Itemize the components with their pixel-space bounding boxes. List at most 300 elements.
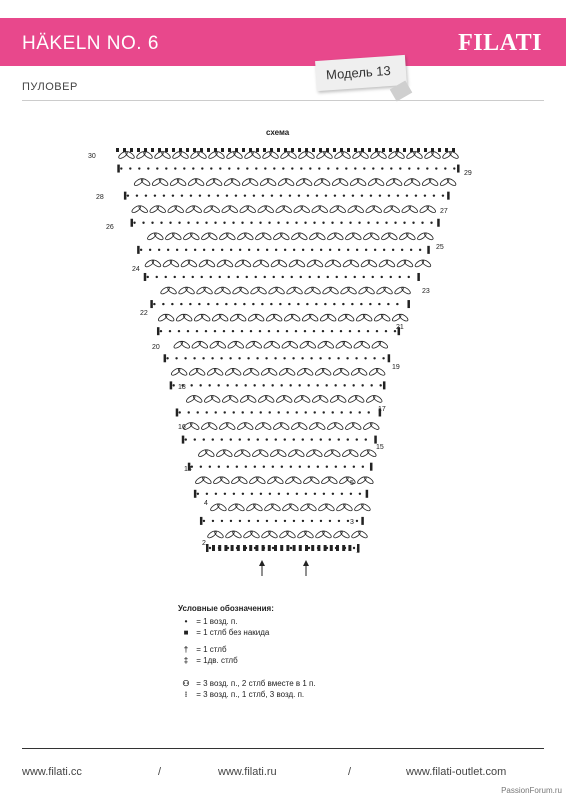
single-crochet	[333, 148, 336, 152]
edge-post	[374, 436, 377, 444]
cluster-stitch	[358, 530, 369, 539]
row-number-left: 28	[96, 194, 104, 201]
legend-item	[178, 689, 316, 700]
chain-stitch	[337, 357, 339, 359]
chain-stitch	[319, 357, 321, 359]
cluster-stitch	[290, 313, 301, 322]
chain-stitch	[372, 167, 374, 169]
cluster-stitch	[292, 476, 303, 485]
row-number-right: 1	[356, 548, 360, 555]
cluster-stitch	[372, 394, 383, 403]
chain-stitch	[263, 465, 265, 467]
footer-separator: /	[158, 766, 162, 778]
edge-post	[137, 246, 140, 254]
row-number-right: 19	[392, 364, 400, 371]
cluster-stitch	[189, 421, 200, 430]
legend-item	[178, 655, 316, 666]
chain-stitch	[242, 411, 244, 413]
chain-stitch	[189, 303, 191, 305]
single-crochet	[452, 148, 455, 152]
chain-stitch	[138, 167, 140, 169]
chain-stitch	[197, 411, 199, 413]
chain-stitch	[234, 303, 236, 305]
chain-stitch	[230, 249, 232, 251]
cluster-stitch	[243, 421, 254, 430]
legend	[178, 604, 316, 700]
cluster-stitch	[343, 503, 354, 512]
row-number-left: 2	[202, 540, 206, 547]
chain-stitch	[244, 194, 246, 196]
chain-stitch	[255, 276, 257, 278]
chain-stitch	[133, 222, 135, 224]
cluster-stitch	[286, 530, 297, 539]
chain-stitch	[203, 249, 205, 251]
legend-text: = 1 стлб без накида	[196, 628, 270, 637]
cluster-stitch	[238, 476, 249, 485]
chain-stitch	[153, 303, 155, 305]
cluster-stitch	[293, 286, 304, 295]
chain-stitch	[136, 194, 138, 196]
cluster-stitch	[284, 177, 295, 186]
cluster-stitch	[333, 421, 344, 430]
chain-stitch	[211, 357, 213, 359]
chain-stitch	[365, 249, 367, 251]
chart-caption: схема	[266, 128, 290, 137]
cluster-stitch	[285, 367, 296, 376]
chain-stitch	[347, 438, 349, 440]
cluster-stitch	[167, 286, 178, 295]
cluster-stitch	[336, 205, 347, 214]
chain-stitch	[163, 194, 165, 196]
cluster-stitch	[324, 340, 335, 349]
cluster-stitch	[385, 259, 396, 268]
chain-stitch	[288, 303, 290, 305]
chain-stitch	[277, 330, 279, 332]
chain-stitch	[250, 330, 252, 332]
chain-stitch	[360, 303, 362, 305]
chain-stitch	[314, 411, 316, 413]
chain-stitch	[291, 167, 293, 169]
chain-stitch	[343, 194, 345, 196]
cluster-stitch	[177, 367, 188, 376]
cluster-stitch	[426, 205, 437, 214]
edge-post	[383, 381, 386, 389]
cluster-stitch	[200, 313, 211, 322]
chain-stitch	[283, 357, 285, 359]
chain-stitch	[358, 330, 360, 332]
cluster-stitch	[236, 313, 247, 322]
edge-post	[361, 517, 364, 525]
single-crochet	[389, 148, 392, 152]
edge-post	[176, 408, 179, 416]
single-crochet	[293, 545, 296, 551]
chain-stitch	[293, 438, 295, 440]
cluster-stitch	[297, 421, 308, 430]
chain-stitch	[320, 438, 322, 440]
legend-title: Условные обозначения:	[178, 604, 274, 613]
cluster-stitch	[156, 205, 167, 214]
cluster-stitch	[264, 205, 275, 214]
cluster-stitch	[230, 177, 241, 186]
single-crochet	[361, 148, 364, 152]
chain-stitch	[210, 276, 212, 278]
chain-stitch	[365, 438, 367, 440]
chain-stitch	[230, 438, 232, 440]
chain-stitch	[286, 330, 288, 332]
chain-stitch	[403, 222, 405, 224]
chain-stitch	[248, 520, 250, 522]
cluster-stitch	[153, 232, 164, 241]
edge-post	[370, 463, 373, 471]
cluster-stitch	[369, 232, 380, 241]
chain-stitch	[410, 249, 412, 251]
chain-stitch	[327, 276, 329, 278]
chain-stitch	[412, 222, 414, 224]
chain-stitch-icon: •	[184, 617, 188, 626]
cluster-stitch	[354, 205, 365, 214]
cluster-stitch	[344, 313, 355, 322]
chain-stitch	[185, 438, 187, 440]
chain-stitch	[344, 465, 346, 467]
chain-stitch	[196, 330, 198, 332]
single-crochet	[368, 148, 371, 152]
chain-stitch	[203, 438, 205, 440]
single-crochet	[396, 148, 399, 152]
single-crochet	[342, 545, 345, 551]
row-number-left: 18	[178, 384, 186, 391]
footer-separator: /	[348, 766, 352, 778]
legend-text: = 1 стлб	[196, 645, 227, 654]
single-crochet	[319, 148, 322, 152]
chain-stitch	[227, 465, 229, 467]
chain-stitch	[221, 249, 223, 251]
cluster-stitch	[235, 503, 246, 512]
chain-stitch	[291, 276, 293, 278]
chain-stitch	[183, 167, 185, 169]
chain-stitch	[320, 249, 322, 251]
chain-stitch	[297, 303, 299, 305]
row-number-right: 15	[376, 444, 384, 451]
single-crochet	[270, 148, 273, 152]
cluster-stitch	[225, 421, 236, 430]
chain-stitch	[241, 330, 243, 332]
chain-stitch	[223, 222, 225, 224]
chain-stitch	[307, 194, 309, 196]
chain-stitch	[290, 547, 292, 549]
cluster-stitch	[220, 476, 231, 485]
chain-stitch	[354, 276, 356, 278]
chain-stitch	[205, 222, 207, 224]
cluster-stitch	[342, 340, 353, 349]
chain-stitch	[120, 167, 122, 169]
chain-stitch	[241, 222, 243, 224]
chain-stitch	[209, 465, 211, 467]
direction-arrow-head	[259, 560, 265, 566]
chain-stitch	[354, 167, 356, 169]
row-number-left: 20	[152, 344, 160, 351]
chain-stitch	[178, 222, 180, 224]
chain-stitch	[314, 493, 316, 495]
chain-stitch	[179, 411, 181, 413]
chain-stitch	[255, 167, 257, 169]
chain-stitch	[361, 194, 363, 196]
cluster-stitch	[405, 232, 416, 241]
cluster-stitch	[347, 286, 358, 295]
chain-stitch	[256, 357, 258, 359]
single-crochet	[123, 148, 126, 152]
cluster-stitch	[257, 286, 268, 295]
chain-stitch	[235, 384, 237, 386]
chain-stitch	[235, 194, 237, 196]
chain-stitch	[187, 330, 189, 332]
single-crochet	[298, 148, 301, 152]
chain-stitch	[311, 438, 313, 440]
chain-stitch	[326, 465, 328, 467]
single-crochet-icon: ■	[183, 628, 189, 637]
chain-stitch	[295, 330, 297, 332]
cluster-stitch	[276, 448, 287, 457]
chain-stitch	[397, 194, 399, 196]
cluster-stitch	[205, 259, 216, 268]
cluster-stitch	[169, 259, 180, 268]
chain-stitch	[275, 438, 277, 440]
single-crochet	[324, 545, 327, 551]
single-crochet	[249, 545, 252, 551]
single-crochet	[312, 148, 315, 152]
cluster-stitch	[303, 367, 314, 376]
cluster-stitch	[189, 232, 200, 241]
cluster-stitch	[348, 448, 359, 457]
cluster-stitch	[259, 259, 270, 268]
cluster-stitch	[240, 448, 251, 457]
chain-stitch	[145, 194, 147, 196]
cluster-stitch	[367, 259, 378, 268]
row-number-left: 30	[88, 153, 96, 160]
row-number-right: 3	[350, 519, 354, 526]
chain-stitch	[176, 249, 178, 251]
cluster-stitch	[321, 367, 332, 376]
chain-stitch	[329, 520, 331, 522]
chain-stitch	[147, 167, 149, 169]
chain-stitch	[246, 167, 248, 169]
chain-stitch	[336, 276, 338, 278]
cluster-stitch	[241, 259, 252, 268]
chain-stitch	[184, 357, 186, 359]
cluster-stitch	[380, 313, 391, 322]
chain-stitch	[367, 330, 369, 332]
chain-stitch	[333, 303, 335, 305]
cluster-stitch	[375, 367, 386, 376]
single-crochet	[326, 148, 329, 152]
chain-stitch	[311, 520, 313, 522]
chain-stitch	[313, 222, 315, 224]
chain-stitch	[219, 167, 221, 169]
cluster-stitch	[320, 177, 331, 186]
chain-stitch	[212, 520, 214, 522]
chain-stitch	[158, 249, 160, 251]
single-crochet	[221, 148, 224, 152]
edge-post	[182, 436, 185, 444]
edge-post	[117, 165, 120, 173]
row-number-right: 17	[378, 406, 386, 413]
cluster-stitch	[253, 503, 264, 512]
single-crochet	[424, 148, 427, 152]
edge-post	[144, 273, 147, 281]
chain-stitch	[287, 493, 289, 495]
single-crochet	[151, 148, 154, 152]
chain-stitch	[322, 222, 324, 224]
chain-stitch	[293, 520, 295, 522]
single-crochet	[207, 148, 210, 152]
chain-stitch	[165, 167, 167, 169]
chain-stitch	[238, 357, 240, 359]
chain-stitch	[273, 276, 275, 278]
legend-item	[178, 627, 316, 638]
cluster-stitch	[194, 177, 205, 186]
chain-stitch	[359, 493, 361, 495]
chain-stitch	[188, 411, 190, 413]
single-crochet	[231, 545, 234, 551]
chain-stitch	[253, 384, 255, 386]
chain-stitch	[347, 249, 349, 251]
watermark: PassionForum.ru	[501, 786, 562, 795]
chain-stitch	[338, 520, 340, 522]
single-crochet	[186, 148, 189, 152]
chain-stitch	[379, 194, 381, 196]
cluster-stitch	[304, 530, 315, 539]
single-crochet	[311, 545, 314, 551]
chain-stitch	[305, 411, 307, 413]
cluster-stitch	[326, 313, 337, 322]
chain-stitch	[250, 222, 252, 224]
cluster-stitch	[231, 367, 242, 376]
single-crochet	[317, 545, 320, 551]
chain-stitch	[215, 411, 217, 413]
chain-stitch	[379, 384, 381, 386]
single-crochet	[116, 148, 119, 152]
single-crochet	[255, 545, 258, 551]
chain-stitch	[399, 167, 401, 169]
footer-link-cc[interactable]: www.filati.cc	[22, 766, 82, 778]
row-number-left: 4	[204, 500, 208, 507]
single-crochet	[277, 148, 280, 152]
cluster-stitch	[306, 340, 317, 349]
cluster-stitch	[239, 286, 250, 295]
section-title: ПУЛОВЕР	[22, 81, 78, 93]
edge-post	[194, 490, 197, 498]
single-crochet	[228, 148, 231, 152]
single-crochet	[137, 148, 140, 152]
cluster-stitch	[195, 367, 206, 376]
chain-stitch	[237, 167, 239, 169]
chain-stitch	[236, 465, 238, 467]
chain-stitch	[172, 194, 174, 196]
chain-stitch	[361, 384, 363, 386]
chain-stitch	[166, 357, 168, 359]
cluster-stitch	[289, 503, 300, 512]
chain-stitch	[225, 303, 227, 305]
chain-stitch	[345, 167, 347, 169]
chain-stitch	[221, 438, 223, 440]
footer-link-outlet[interactable]: www.filati-outlet.com	[406, 766, 507, 778]
edge-post	[124, 192, 127, 200]
cluster-stitch	[261, 232, 272, 241]
chain-stitch	[266, 249, 268, 251]
double-crochet-icon: †	[183, 645, 189, 654]
chain-stitch	[350, 493, 352, 495]
chain-stitch	[325, 384, 327, 386]
cluster-stitch	[331, 259, 342, 268]
cluster-stitch	[246, 394, 257, 403]
edge-post	[417, 273, 420, 281]
chain-stitch	[248, 438, 250, 440]
chain-stitch	[370, 384, 372, 386]
cluster-stitch	[295, 259, 306, 268]
chain-stitch	[364, 357, 366, 359]
cluster-stitch	[212, 177, 223, 186]
chain-stitch	[257, 520, 259, 522]
chain-stitch	[215, 493, 217, 495]
chain-stitch	[167, 249, 169, 251]
cluster-stitch	[340, 530, 351, 539]
chain-stitch	[219, 276, 221, 278]
chain-stitch	[304, 222, 306, 224]
single-crochet	[382, 148, 385, 152]
chain-stitch	[392, 249, 394, 251]
chain-stitch	[221, 520, 223, 522]
cluster-stitch	[210, 205, 221, 214]
single-crochet	[347, 148, 350, 152]
chain-stitch	[281, 465, 283, 467]
chain-stitch	[310, 357, 312, 359]
cluster-stitch	[198, 340, 209, 349]
chain-stitch	[362, 465, 364, 467]
chain-stitch	[316, 384, 318, 386]
edge-post	[407, 300, 410, 308]
single-crochet	[165, 148, 168, 152]
cluster-stitch	[228, 394, 239, 403]
chain-stitch	[336, 167, 338, 169]
chain-stitch	[277, 222, 279, 224]
chain-stitch	[302, 438, 304, 440]
chain-stitch	[266, 438, 268, 440]
chain-stitch	[251, 411, 253, 413]
chain-stitch	[242, 493, 244, 495]
chain-stitch	[140, 249, 142, 251]
chain-stitch	[261, 303, 263, 305]
chain-stitch	[308, 465, 310, 467]
cluster-stitch	[300, 205, 311, 214]
chain-stitch	[197, 493, 199, 495]
chain-stitch	[373, 357, 375, 359]
single-crochet	[262, 545, 265, 551]
single-crochet	[224, 545, 227, 551]
chain-stitch	[156, 276, 158, 278]
single-crochet	[438, 148, 441, 152]
chain-stitch	[415, 194, 417, 196]
footer-link-ru[interactable]: www.filati.ru	[218, 766, 277, 778]
treble-crochet-icon: ‡	[183, 656, 189, 665]
cluster-stitch	[221, 286, 232, 295]
chain-stitch	[284, 520, 286, 522]
magazine-title: HÄKELN NO. 6	[22, 33, 159, 54]
single-crochet	[158, 148, 161, 152]
single-crochet	[274, 545, 277, 551]
chain-stitch	[424, 194, 426, 196]
cluster-stitch	[398, 313, 409, 322]
cluster-stitch	[180, 340, 191, 349]
cluster-stitch	[223, 259, 234, 268]
